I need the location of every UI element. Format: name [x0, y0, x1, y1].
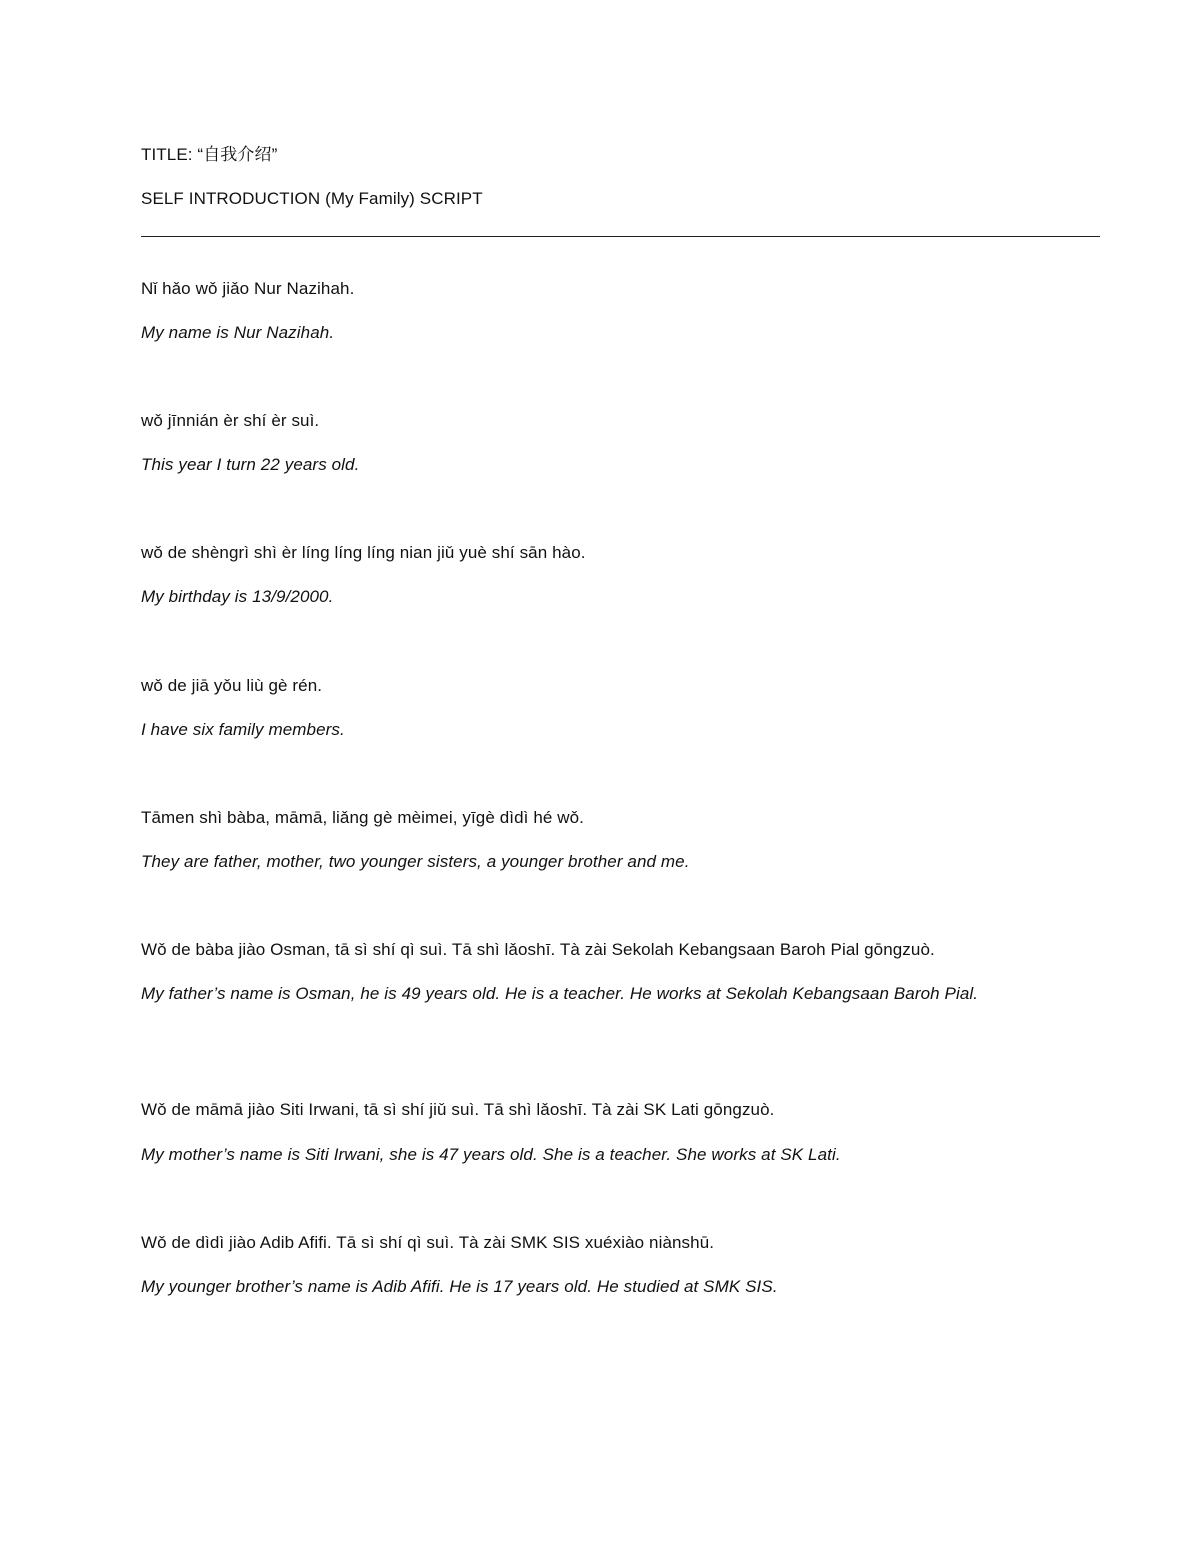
english-line-6: My father’s name is Osman, he is 49 years old. He is a teacher. He works at Sekolah Kebangsaan Baroh Pial.: [141, 984, 979, 1003]
english-line-8: My younger brother’s name is Adib Afifi. He is 17 years old. He studied at SMK SIS.: [141, 1277, 778, 1296]
document-title: TITLE: “自我介绍”: [141, 145, 278, 164]
english-line-4: I have six family members.: [141, 720, 345, 739]
english-line-3: My birthday is 13/9/2000.: [141, 587, 334, 606]
pinyin-line-7: Wǒ de māmā jiào Siti Irwani, tā sì shí jiǔ suì. Tā shì lǎoshī. Tà zài SK Lati gōngzuò.: [141, 1100, 775, 1119]
english-line-5: They are father, mother, two younger sisters, a younger brother and me.: [141, 852, 690, 871]
pinyin-line-6: Wǒ de bàba jiào Osman, tā sì shí qì suì. Tā shì lǎoshī. Tà zài Sekolah Kebangsaan Baroh Pial gōngzuò.: [141, 940, 935, 959]
english-line-1: My name is Nur Nazihah.: [141, 323, 335, 342]
english-line-7: My mother’s name is Siti Irwani, she is 47 years old. She is a teacher. She works at SK Lati.: [141, 1145, 841, 1164]
pinyin-line-5: Tāmen shì bàba, māmā, liǎng gè mèimei, yīgè dìdì hé wǒ.: [141, 808, 585, 827]
pinyin-line-2: wǒ jīnnián èr shí èr suì.: [141, 411, 320, 430]
pinyin-line-3: wǒ de shèngrì shì èr líng líng líng nian jiǔ yuè shí sān hào.: [141, 543, 586, 562]
document-subtitle: SELF INTRODUCTION (My Family) SCRIPT: [141, 189, 483, 208]
english-line-2: This year I turn 22 years old.: [141, 455, 360, 474]
pinyin-line-4: wǒ de jiā yǒu liù gè rén.: [141, 676, 323, 695]
pinyin-line-8: Wǒ de dìdì jiào Adib Afifi. Tā sì shí qì suì. Tà zài SMK SIS xuéxiào niànshū.: [141, 1233, 715, 1252]
horizontal-divider: [141, 236, 1100, 237]
pinyin-line-1: Nǐ hǎo wǒ jiǎo Nur Nazihah.: [141, 279, 355, 298]
